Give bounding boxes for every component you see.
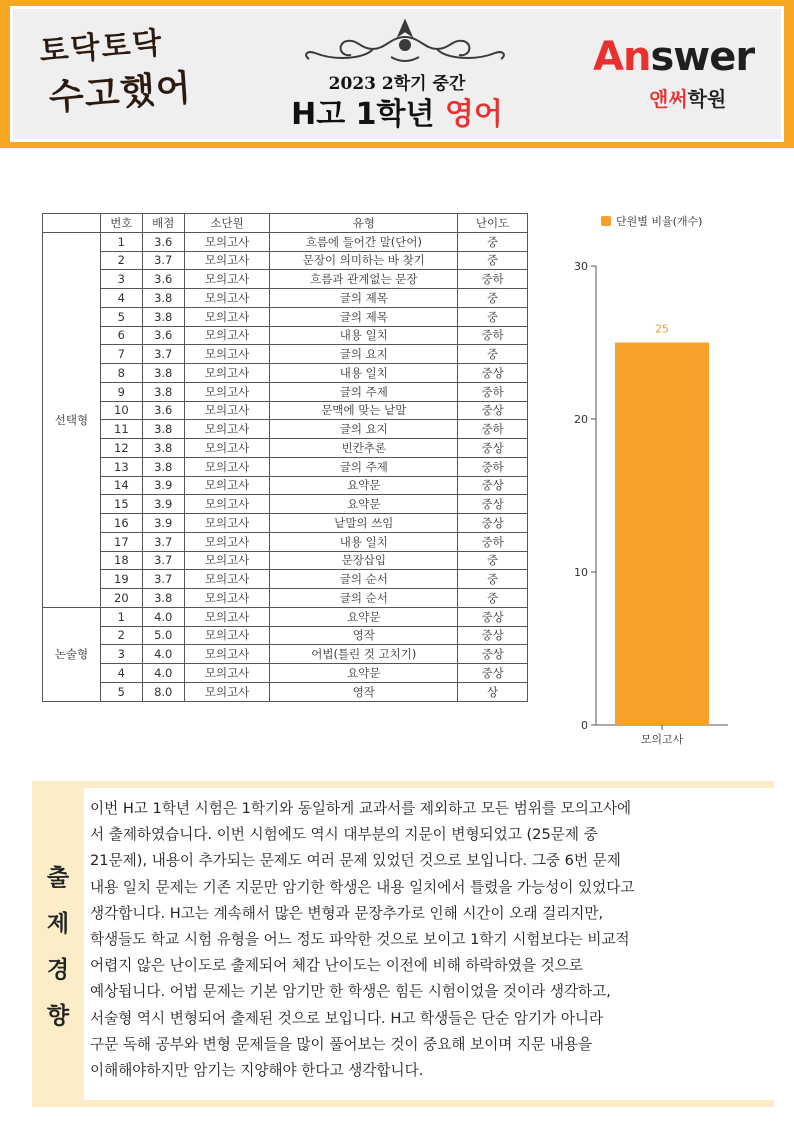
analysis-text [84, 788, 774, 1100]
cell-unit: 모의고사 [184, 457, 270, 476]
cell-level: 중 [458, 289, 528, 308]
table-row [43, 382, 528, 401]
cell-unit: 모의고사 [184, 251, 270, 270]
ornament-icon [295, 15, 515, 71]
cell-level: 중상 [458, 514, 528, 533]
table-row [43, 232, 528, 251]
cell-no: 4 [100, 664, 142, 683]
logo-kor-1: 앤써 [649, 87, 688, 111]
cell-points: 3.9 [142, 514, 184, 533]
cell-kind: 요약문 [270, 476, 458, 495]
analysis-section [32, 781, 774, 1107]
cell-points: 3.8 [142, 364, 184, 383]
cell-kind: 빈칸추론 [270, 439, 458, 458]
cell-points: 3.9 [142, 495, 184, 514]
x-tick-label: 모의고사 [640, 733, 684, 746]
cell-unit: 모의고사 [184, 664, 270, 683]
cell-kind: 요약문 [270, 495, 458, 514]
cell-no: 8 [100, 364, 142, 383]
cell-unit: 모의고사 [184, 401, 270, 420]
header-no: 번호 [100, 214, 142, 233]
exam-table [42, 213, 528, 702]
bar-value-label: 25 [655, 322, 669, 336]
y-tick-label: 30 [574, 260, 588, 273]
cell-level: 중하 [458, 420, 528, 439]
table-row [43, 457, 528, 476]
cell-no: 1 [100, 232, 142, 251]
cell-kind: 내용 일치 [270, 326, 458, 345]
cell-points: 3.7 [142, 532, 184, 551]
cell-points: 3.8 [142, 420, 184, 439]
table-row [43, 607, 528, 626]
cell-level: 중하 [458, 270, 528, 289]
cell-unit: 모의고사 [184, 570, 270, 589]
analysis-line: 학생들도 학교 시험 유형을 어느 정도 파악한 것으로 보이고 1학기 시험보다는 비교적 [90, 931, 630, 949]
cell-points: 3.8 [142, 382, 184, 401]
table-row [43, 364, 528, 383]
header-level: 난이도 [458, 214, 528, 233]
cell-unit: 모의고사 [184, 607, 270, 626]
cell-unit: 모의고사 [184, 307, 270, 326]
cell-kind: 글의 주제 [270, 457, 458, 476]
cell-level: 중상 [458, 476, 528, 495]
table-row [43, 476, 528, 495]
analysis-line: 생각합니다. H고는 계속해서 많은 변형과 문장추가로 인해 시간이 오래 걸리지만, [90, 904, 604, 922]
cell-kind: 글의 순서 [270, 589, 458, 608]
cell-points: 3.8 [142, 439, 184, 458]
cell-unit: 모의고사 [184, 345, 270, 364]
question-type-cell: 선택형 [43, 232, 101, 607]
cell-kind: 글의 주제 [270, 382, 458, 401]
logo-swer: swer [650, 34, 755, 80]
table-row [43, 645, 528, 664]
analysis-line: 어렵지 않은 난이도로 출제되어 체감 난이도는 이전에 비해 하락하였을 것으로 [90, 957, 583, 975]
cell-points: 3.7 [142, 345, 184, 364]
cell-no: 11 [100, 420, 142, 439]
cell-unit: 모의고사 [184, 289, 270, 308]
logo-an: An [593, 34, 651, 80]
cell-kind: 내용 일치 [270, 532, 458, 551]
cell-unit: 모의고사 [184, 532, 270, 551]
table-row [43, 682, 528, 701]
cell-kind: 낱말의 쓰임 [270, 514, 458, 533]
cell-unit: 모의고사 [184, 420, 270, 439]
table-row [43, 664, 528, 683]
analysis-label-char: 경 [46, 956, 70, 983]
cell-no: 6 [100, 326, 142, 345]
cell-unit: 모의고사 [184, 682, 270, 701]
table-row [43, 532, 528, 551]
cell-points: 3.6 [142, 270, 184, 289]
header-panel [10, 6, 784, 142]
cell-kind: 요약문 [270, 607, 458, 626]
question-type-cell: 논술형 [43, 607, 101, 701]
table-row [43, 251, 528, 270]
logo-kor-2: 학원 [687, 87, 727, 111]
cell-unit: 모의고사 [184, 645, 270, 664]
cell-no: 3 [100, 645, 142, 664]
cell-no: 3 [100, 270, 142, 289]
cell-level: 중상 [458, 664, 528, 683]
cell-kind: 문장이 의미하는 바 찾기 [270, 251, 458, 270]
cell-level: 중상 [458, 626, 528, 645]
cell-kind: 글의 요지 [270, 420, 458, 439]
cell-level: 중 [458, 307, 528, 326]
legend-swatch [601, 216, 611, 226]
cell-unit: 모의고사 [184, 439, 270, 458]
academy-logo [593, 35, 763, 125]
cell-level: 중 [458, 232, 528, 251]
cell-no: 16 [100, 514, 142, 533]
cell-no: 5 [100, 682, 142, 701]
analysis-line: 이해해야하지만 암기는 지양해야 한다고 생각합니다. [90, 1062, 424, 1080]
cell-kind: 요약문 [270, 664, 458, 683]
cell-points: 4.0 [142, 607, 184, 626]
header-unit: 소단원 [184, 214, 270, 233]
analysis-line: 서술형 역시 변형되어 출제된 것으로 보입니다. H고 학생들은 단순 암기가 아니라 [90, 1009, 604, 1027]
header-kind: 유형 [270, 214, 458, 233]
table-row [43, 420, 528, 439]
y-tick-label: 20 [574, 413, 588, 426]
table-row [43, 270, 528, 289]
cell-level: 중상 [458, 439, 528, 458]
cell-points: 5.0 [142, 626, 184, 645]
cell-points: 3.7 [142, 551, 184, 570]
table-header-row [43, 214, 528, 233]
cell-no: 18 [100, 551, 142, 570]
cell-points: 3.7 [142, 570, 184, 589]
cell-kind: 문장삽입 [270, 551, 458, 570]
cell-no: 1 [100, 607, 142, 626]
table-row [43, 289, 528, 308]
cell-no: 2 [100, 251, 142, 270]
cell-no: 10 [100, 401, 142, 420]
cell-points: 3.8 [142, 589, 184, 608]
table-row [43, 439, 528, 458]
cell-level: 중상 [458, 607, 528, 626]
cell-points: 3.8 [142, 289, 184, 308]
table-row [43, 326, 528, 345]
cell-no: 7 [100, 345, 142, 364]
cell-level: 중하 [458, 382, 528, 401]
header-points: 배점 [142, 214, 184, 233]
cell-no: 4 [100, 289, 142, 308]
cell-kind: 흐름과 관계없는 문장 [270, 270, 458, 289]
exam-subtitle: 2023 2학기 중간 [328, 74, 466, 94]
cell-unit: 모의고사 [184, 495, 270, 514]
table-row [43, 307, 528, 326]
cell-unit: 모의고사 [184, 326, 270, 345]
cell-kind: 글의 제목 [270, 289, 458, 308]
cell-no: 15 [100, 495, 142, 514]
cell-no: 12 [100, 439, 142, 458]
cell-no: 20 [100, 589, 142, 608]
cell-level: 중상 [458, 495, 528, 514]
cell-points: 3.6 [142, 401, 184, 420]
cell-points: 3.7 [142, 251, 184, 270]
cell-unit: 모의고사 [184, 382, 270, 401]
cell-kind: 글의 제목 [270, 307, 458, 326]
logo-korean [649, 83, 726, 112]
analysis-label-char: 향 [46, 1002, 70, 1029]
table-row [43, 495, 528, 514]
cell-unit: 모의고사 [184, 551, 270, 570]
cell-points: 3.8 [142, 457, 184, 476]
cell-no: 5 [100, 307, 142, 326]
analysis-line: 이번 H고 1학년 시험은 1학기와 동일하게 교과서를 제외하고 모든 범위를 모의고사에 [90, 800, 632, 817]
cell-level: 중상 [458, 645, 528, 664]
cell-unit: 모의고사 [184, 232, 270, 251]
cell-points: 3.8 [142, 307, 184, 326]
cell-no: 17 [100, 532, 142, 551]
cell-kind: 어법(틀린 것 고치기) [270, 645, 458, 664]
cell-level: 중 [458, 345, 528, 364]
cell-level: 중상 [458, 364, 528, 383]
analysis-line: 내용 일치 문제는 기존 지문만 암기한 학생은 내용 일치에서 틀렸을 가능성이 있었다고 [90, 878, 635, 896]
bar [615, 343, 709, 726]
table-row [43, 570, 528, 589]
cell-kind: 문맥에 맞는 낱말 [270, 401, 458, 420]
cell-unit: 모의고사 [184, 364, 270, 383]
unit-ratio-chart [566, 206, 766, 756]
title-subject: 영어 [444, 97, 503, 132]
cell-points: 3.6 [142, 232, 184, 251]
cell-points: 4.0 [142, 645, 184, 664]
cell-no: 19 [100, 570, 142, 589]
cell-unit: 모의고사 [184, 589, 270, 608]
cell-no: 13 [100, 457, 142, 476]
cell-kind: 흐름에 들어간 말(단어) [270, 232, 458, 251]
cell-points: 3.6 [142, 326, 184, 345]
cell-kind: 글의 순서 [270, 570, 458, 589]
cell-points: 8.0 [142, 682, 184, 701]
table-row [43, 401, 528, 420]
cell-level: 중 [458, 251, 528, 270]
header-blank [43, 214, 101, 233]
cell-level: 중하 [458, 326, 528, 345]
cell-unit: 모의고사 [184, 514, 270, 533]
analysis-line: 구문 독해 공부와 변형 문제들을 많이 풀어보는 것이 중요해 보이며 지문 내용을 [90, 1035, 593, 1053]
cell-level: 중하 [458, 457, 528, 476]
y-tick-label: 0 [581, 719, 588, 732]
table-row [43, 589, 528, 608]
table-row [43, 551, 528, 570]
cell-level: 중상 [458, 401, 528, 420]
analysis-line: 예상됩니다. 어법 문제는 기본 암기만 한 학생은 힘든 시험이었을 것이라 생각하고, [90, 983, 611, 1001]
cell-no: 14 [100, 476, 142, 495]
table-row [43, 345, 528, 364]
cell-kind: 내용 일치 [270, 364, 458, 383]
analysis-label-char: 제 [46, 910, 70, 937]
cell-no: 9 [100, 382, 142, 401]
cell-kind: 글의 요지 [270, 345, 458, 364]
analysis-line: 서 출제하였습니다. 이번 시험에도 역시 대부분의 지문이 변형되었고 (25문제 중 [90, 826, 598, 844]
slogan-line2: 수고했어 [47, 66, 194, 119]
table-row [43, 626, 528, 645]
cell-points: 3.9 [142, 476, 184, 495]
analysis-label-char: 출 [46, 864, 70, 891]
exam-table-container [42, 213, 528, 702]
slogan-line1: 토닥토닥 [38, 25, 165, 70]
header-banner [0, 0, 794, 148]
analysis-line: 21문제), 내용이 추가되는 문제도 여러 문제 있었던 것으로 보입니다. 그중 6번 문제 [90, 852, 621, 870]
legend-label: 단원별 비율(개수) [616, 215, 703, 228]
cell-level: 중하 [458, 532, 528, 551]
logo-word [593, 35, 763, 79]
cell-level: 중 [458, 551, 528, 570]
cell-level: 중 [458, 570, 528, 589]
cell-unit: 모의고사 [184, 270, 270, 289]
table-row [43, 514, 528, 533]
cell-level: 상 [458, 682, 528, 701]
cell-kind: 영작 [270, 626, 458, 645]
y-tick-label: 10 [574, 566, 588, 579]
cell-level: 중 [458, 589, 528, 608]
cell-no: 2 [100, 626, 142, 645]
analysis-label [32, 781, 84, 1107]
cell-points: 4.0 [142, 664, 184, 683]
title-main: H고 1학년 [291, 97, 445, 132]
cell-unit: 모의고사 [184, 476, 270, 495]
cell-unit: 모의고사 [184, 626, 270, 645]
cell-kind: 영작 [270, 682, 458, 701]
